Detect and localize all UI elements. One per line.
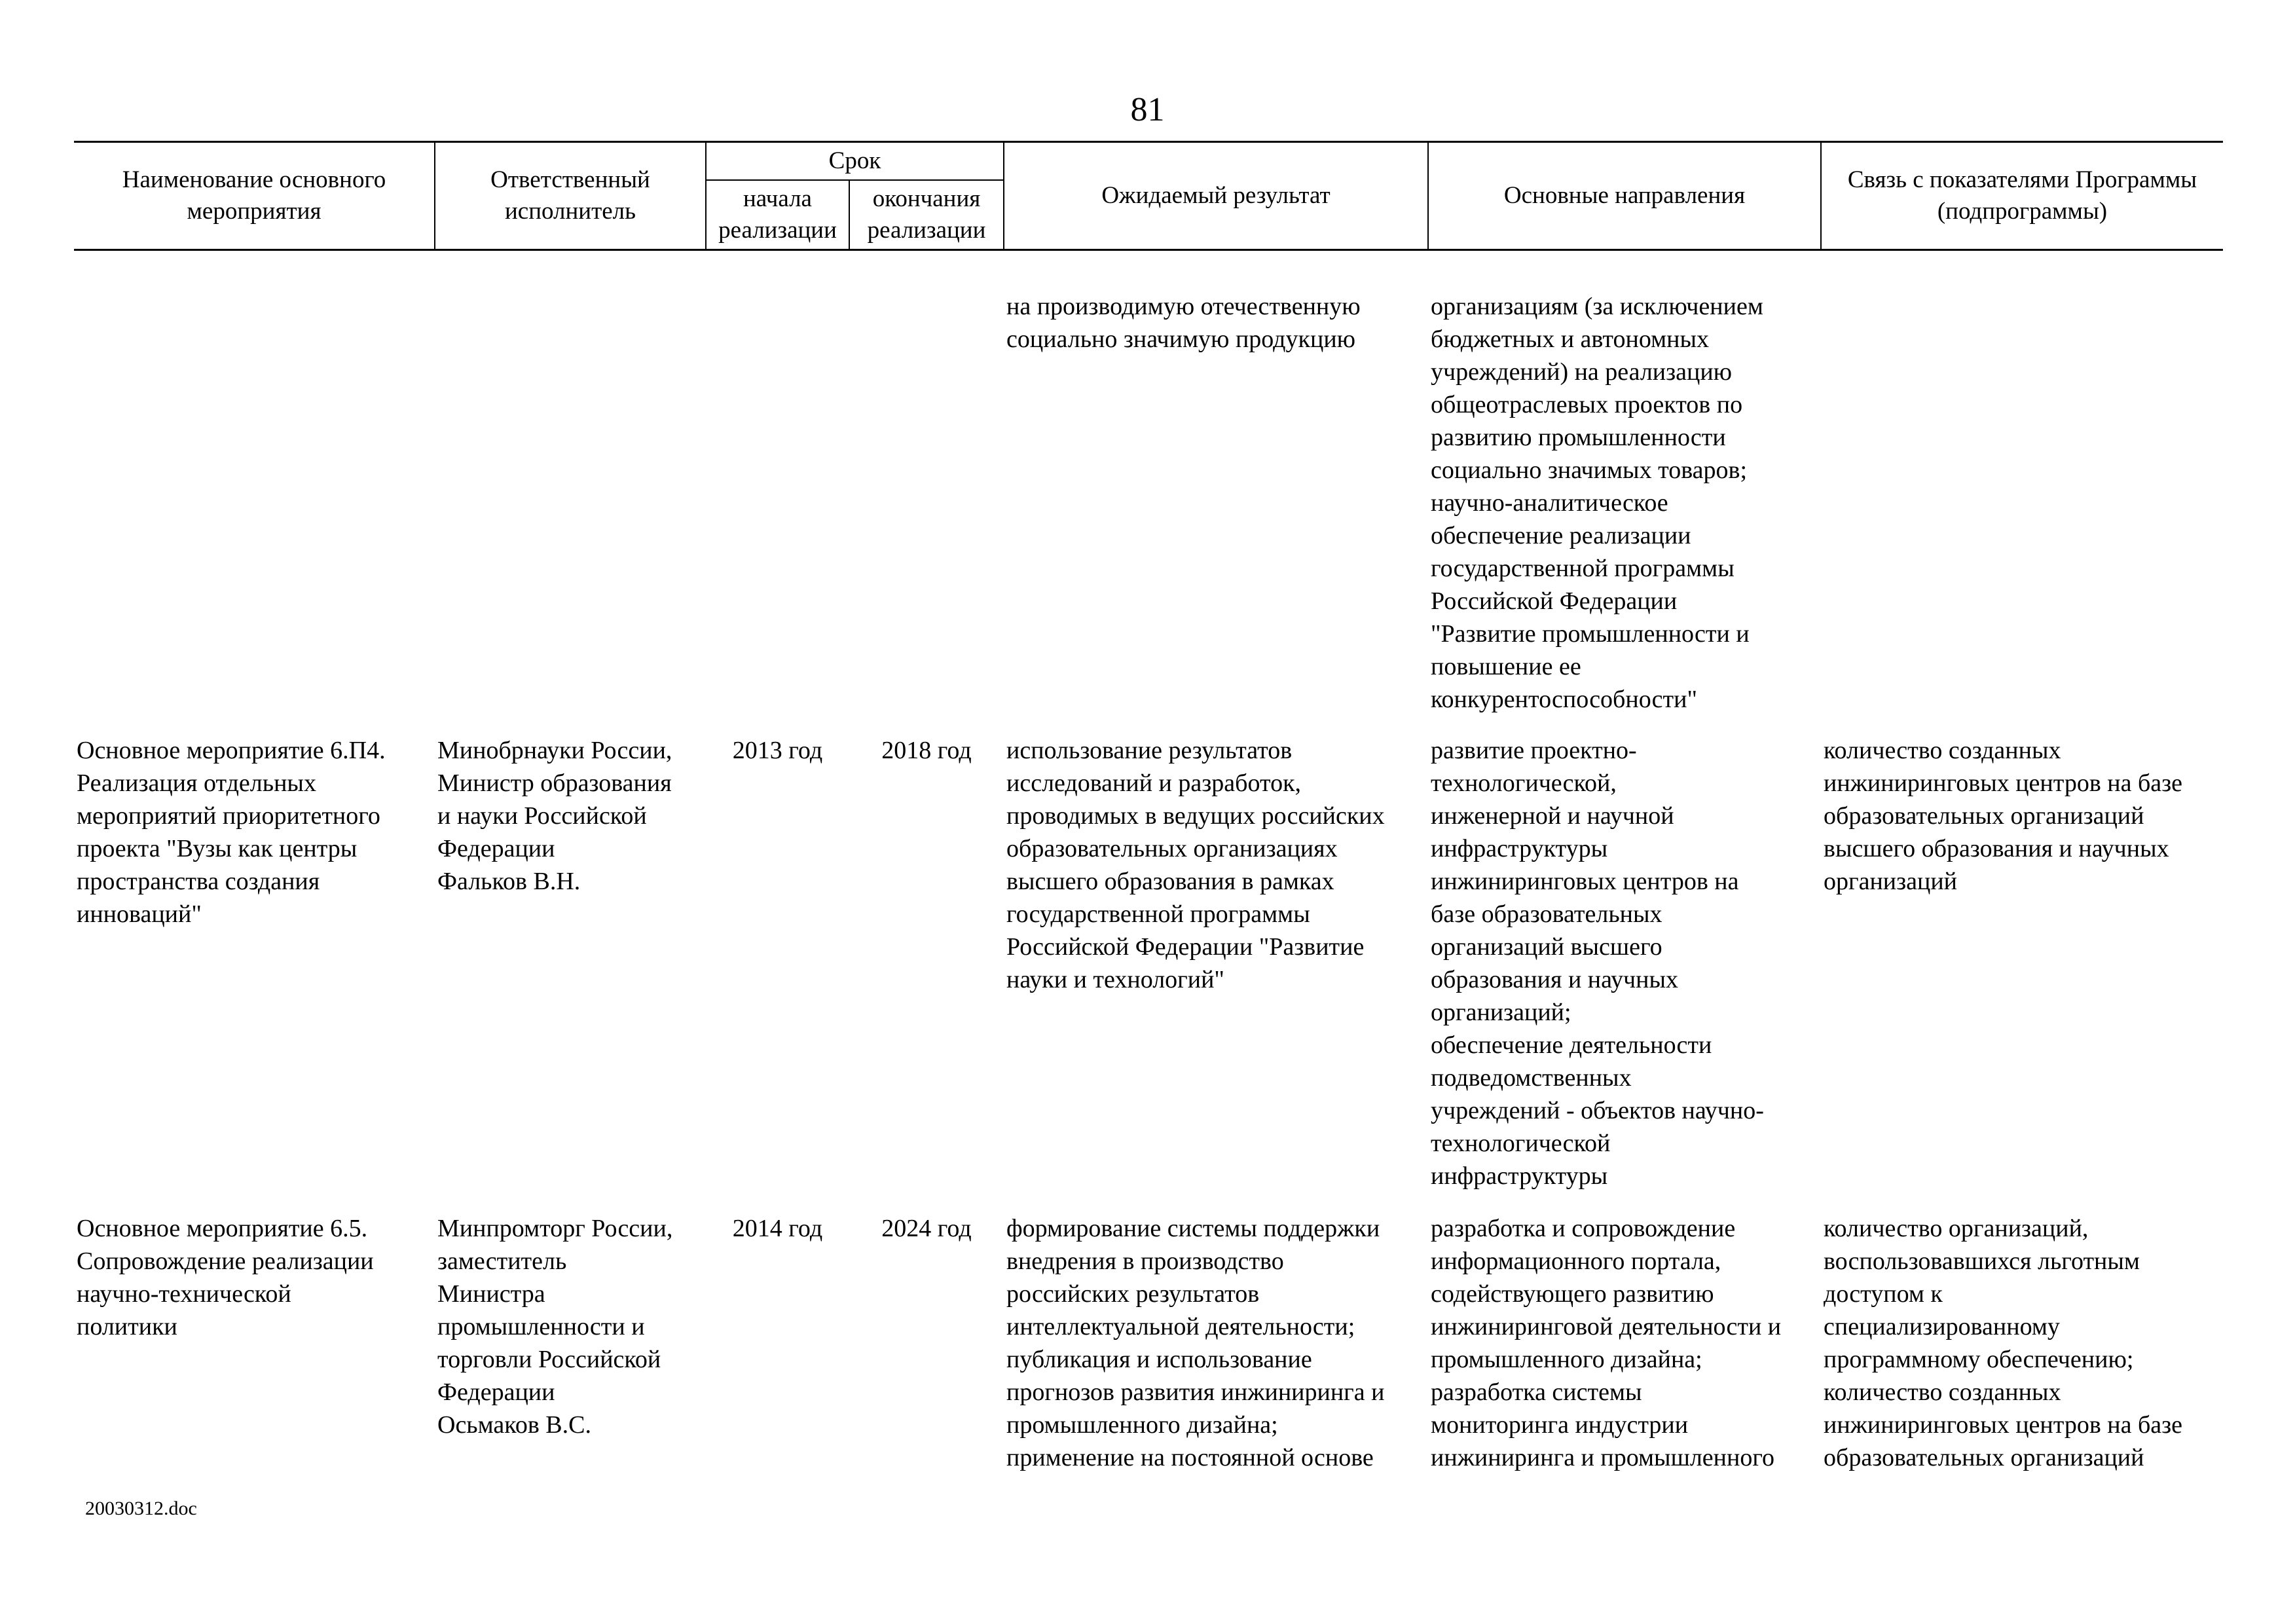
table-row bbox=[74, 250, 2223, 716]
cell-directions: организациям (за исключением бюджетных и автономных учреждений) на реализацию общеотраслевых проектов по развитию промышленности социально значимых товаров; научно-аналитическое обеспечение реализации государственной программы Российской Федерации "Развитие промышленности и повышение ее конкурентоспособности" bbox=[1431, 293, 1763, 713]
header-term: Срок bbox=[706, 142, 1004, 181]
cell-name: Основное мероприятие 6.П4. Реализация отдельных мероприятий приоритетного проекта "Вузы как центры пространства создания инноваций" bbox=[77, 737, 386, 928]
header-name: Наименование основного мероприятия bbox=[74, 142, 435, 250]
header-row bbox=[74, 142, 2223, 181]
header-indicators: Связь с показателями Программы (подпрограммы) bbox=[1821, 142, 2223, 250]
cell-name: Основное мероприятие 6.5. Сопровождение реализации научно-технической политики bbox=[77, 1215, 374, 1340]
cell-result: формирование системы поддержки внедрения в производство российских результатов интеллектуальной деятельности; публикация и использование прогнозов развития инжиниринга и промышленного дизайна; применение на постоянной основе bbox=[1006, 1215, 1385, 1471]
header-result: Ожидаемый результат bbox=[1004, 142, 1428, 250]
cell-end bbox=[849, 250, 1004, 716]
header-term-end: окончания реализации bbox=[849, 180, 1004, 250]
cell-result: использование результатов исследований и разработок, проводимых в ведущих российских образовательных организациях высшего образования в рамках государственной программы Российской Федерации "Развитие науки и технологий" bbox=[1006, 737, 1385, 993]
cell-executor bbox=[435, 250, 706, 716]
cell-start: 2014 год bbox=[732, 1215, 823, 1242]
header-term-start: начала реализации bbox=[706, 180, 849, 250]
cell-end: 2024 год bbox=[881, 1215, 972, 1242]
header-directions: Основные направления bbox=[1428, 142, 1821, 250]
cell-executor: Минобрнауки России, Министр образования и науки Российской Федерации Фальков В.Н. bbox=[437, 737, 672, 895]
activities-table bbox=[74, 141, 2223, 1474]
cell-start bbox=[706, 250, 849, 716]
cell-start: 2013 год bbox=[732, 737, 823, 764]
page-number: 81 bbox=[1130, 91, 1165, 128]
cell-directions: разработка и сопровождение информационного портала, содействующего развитию инжиниринговой деятельности и промышленного дизайна; разработка системы мониторинга индустрии инжиниринга и промышленного bbox=[1431, 1215, 1782, 1471]
header-executor: Ответственный исполнитель bbox=[435, 142, 706, 250]
cell-indicators: количество организаций, воспользовавшихся льготным доступом к специализированному программному обеспечению; количество созданных инжиниринговых центров на базе образовательных организаций bbox=[1824, 1215, 2183, 1471]
cell-indicators: количество созданных инжиниринговых центров на базе образовательных организаций высшего образования и научных организаций bbox=[1824, 737, 2183, 895]
table-row bbox=[74, 716, 2223, 1192]
cell-executor: Минпромторг России, заместитель Министра промышленности и торговли Российской Федерации Осьмаков В.С. bbox=[437, 1215, 673, 1439]
cell-end: 2018 год bbox=[881, 737, 972, 764]
cell-directions: развитие проектно- технологической, инженерной и научной инфраструктуры инжиниринговых центров на базе образовательных организаций высшего образования и научных организаций; обеспечение деятельности подведомственных учреждений - объектов научно- технологической инфраструктуры bbox=[1431, 737, 1764, 1190]
cell-indicators bbox=[1821, 250, 2223, 716]
cell-result: на производимую отечественную социально значимую продукцию bbox=[1006, 293, 1361, 353]
table-row bbox=[74, 1192, 2223, 1474]
cell-name bbox=[74, 250, 435, 716]
footer-filename: 20030312.doc bbox=[85, 1498, 197, 1519]
